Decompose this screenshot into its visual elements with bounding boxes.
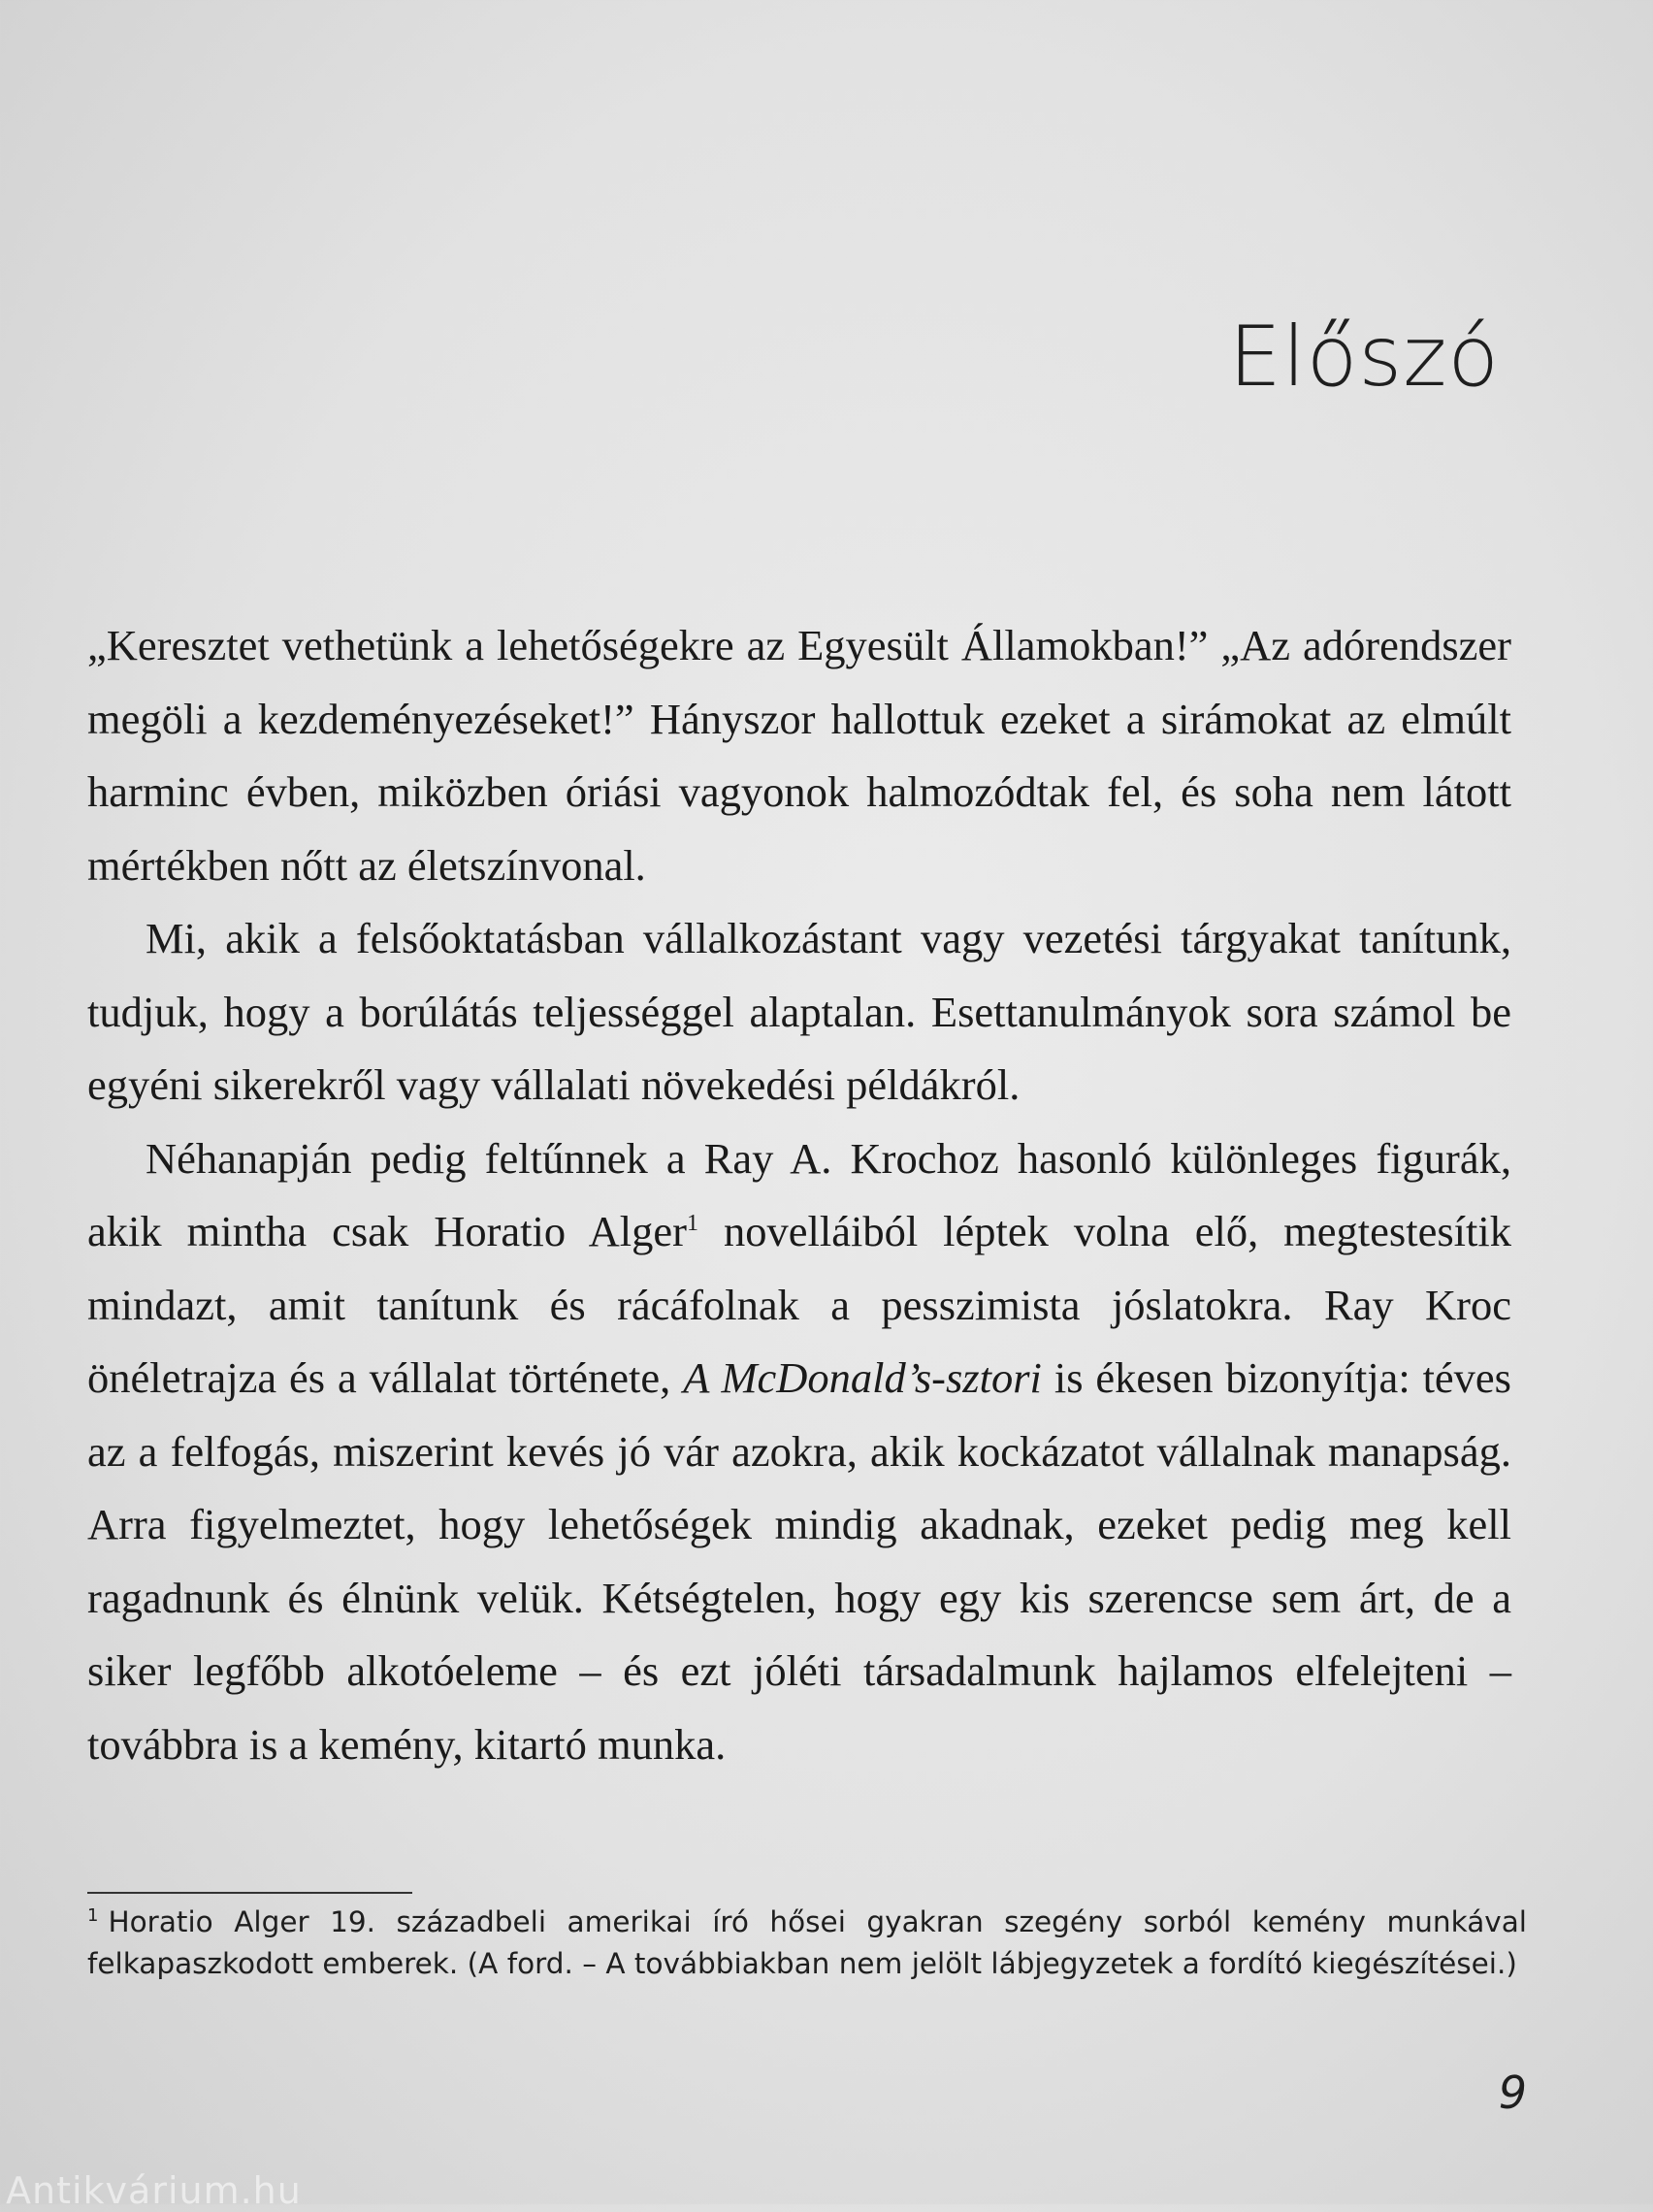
footnote-divider — [87, 1892, 412, 1894]
paragraph-3-part-c: is ékesen bizonyítja: téves az a felfogás, miszerint kevés jó vár azokra, akik kockázatot vállalnak manapság. Arra figyelmeztet, hogy lehetőségek mindig akadnak, ezeket pedig meg kell ragadnunk és élnünk velük. Kétségtelen, hogy egy kis szerencse sem árt, de a siker legfőbb alkotóeleme – és ezt jóléti társadalmunk hajlamos elfelejteni – továbbra is a kemény, kitartó munka. — [87, 1353, 1511, 1769]
body-text — [87, 609, 1511, 1781]
paragraph-3-part-a: Néhanapján pedig feltűnnek a Ray A. Krochoz hasonló különleges figurák, akik mintha csak Horatio Alger — [87, 1133, 1511, 1255]
footnote-marker: 1 — [87, 1905, 99, 1927]
chapter-title: Előszó — [1228, 309, 1500, 406]
paragraph-1: „Keresztet vethetünk a lehetőségekre az Egyesült Államokban!” „Az adórendszer megöli a kezdeményezéseket!” Hányszor hallottuk ezeket a sirámokat az elmúlt harminc évben, miközben óriási vagyonok halmozódtak fel, és soha nem látott mértékben nőtt az életszínvonal. — [87, 621, 1511, 890]
paragraph-2: Mi, akik a felsőoktatásban vállalkozástant vagy vezetési tárgyakat tanítunk, tudjuk, hogy a borúlátás teljességgel alaptalan. Esettanulmányok sora számol be egyéni sikerekről vagy vállalati növekedési példákról. — [87, 914, 1511, 1109]
footnote-reference: 1 — [687, 1211, 698, 1237]
book-title-italic: A McDonald’s-sztori — [683, 1353, 1042, 1402]
page-number: 9 — [1498, 2066, 1527, 2119]
footnote — [87, 1902, 1527, 1985]
paragraph-3 — [87, 1122, 1511, 1782]
watermark: Antikvárium.hu — [6, 2169, 302, 2212]
paragraph-3-part-b: novelláiból léptek volna elő, megtestesítik mindazt, amit tanítunk és rácáfolnak a pesszimista jóslatokra. Ray Kroc önéletrajza és a vállalat története, — [87, 1207, 1511, 1402]
footnote-text: Horatio Alger 19. századbeli amerikai író hősei gyakran szegény sorból kemény munkával felkapaszkodott emberek. (A ford. – A továbbiakban nem jelölt lábjegyzetek a fordító kiegészítései.) — [87, 1905, 1527, 1980]
